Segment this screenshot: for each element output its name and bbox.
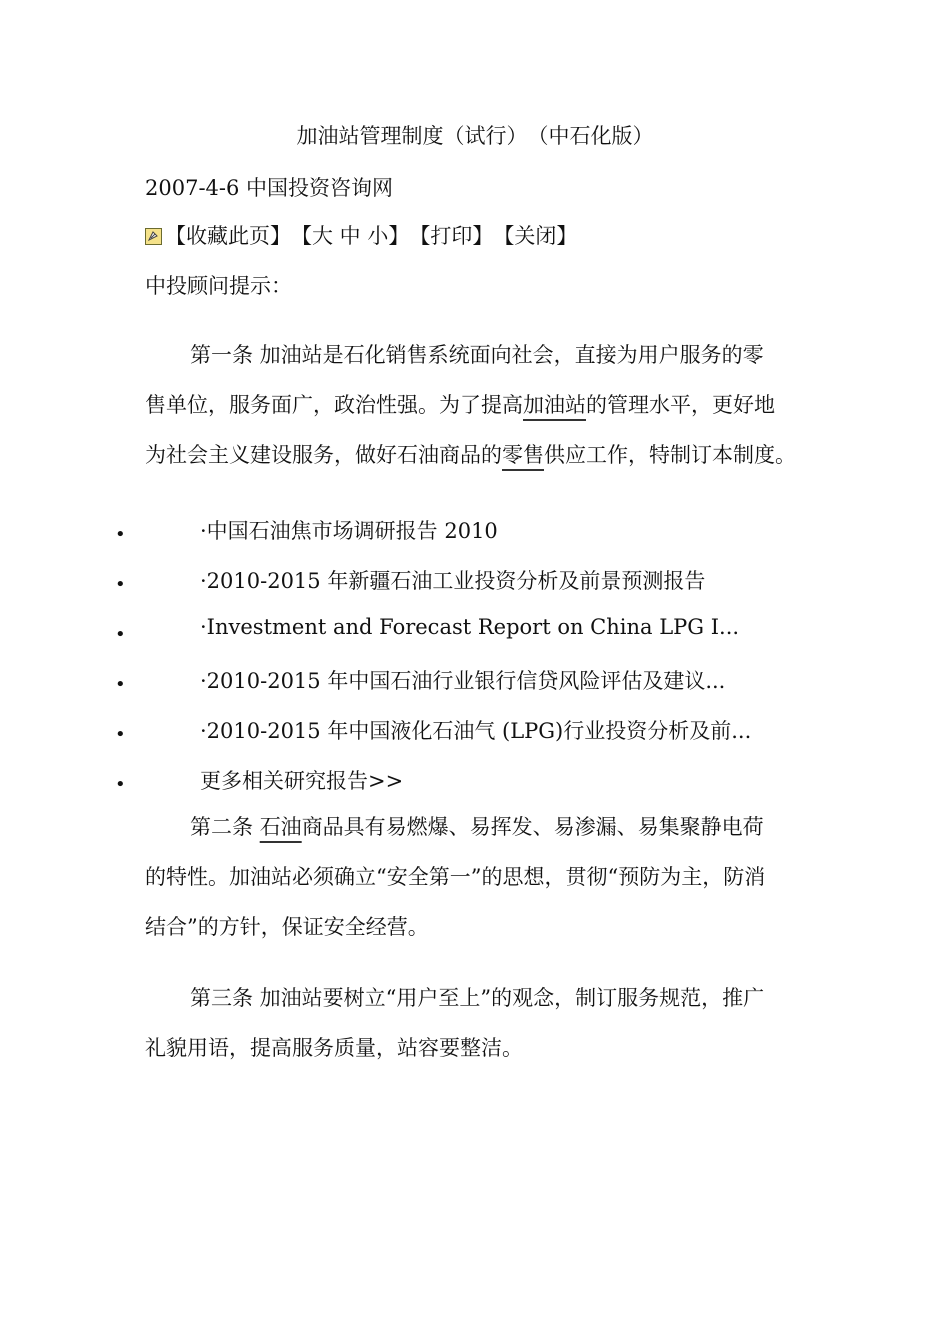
gas-station-link[interactable]: 加油站	[523, 393, 586, 417]
page-title: 加油站管理制度（试行） （中石化版）	[296, 124, 654, 148]
report-link-1[interactable]: ·中国石油焦市场调研报告 2010	[200, 519, 498, 543]
article-1-line-3-rest: 供应工作，特制订本制度。	[544, 443, 796, 467]
article-3-line-2: 礼貌用语，提高服务质量，站容要整洁。	[145, 1036, 523, 1060]
list-bullet: •	[115, 524, 126, 545]
report-link-5[interactable]: ·2010-2015 年中国液化石油气 (LPG)行业投资分析及前...	[200, 719, 752, 743]
font-size-links[interactable]: 【大 中 小】	[291, 224, 410, 248]
article-2-line-2: 的特性。加油站必须确立“安全第一”的思想，贯彻“预防为主，防消	[145, 865, 766, 889]
list-bullet: •	[115, 674, 126, 695]
print-link[interactable]: 【打印】	[409, 224, 494, 248]
bookmark-icon[interactable]	[145, 228, 162, 245]
list-bullet: •	[115, 624, 126, 645]
article-2	[145, 802, 825, 952]
list-bullet: •	[115, 774, 126, 795]
petroleum-link[interactable]: 石油	[259, 815, 302, 839]
retail-link[interactable]: 零售	[502, 443, 544, 467]
article-1-line-2-rest: 的管理水平，更好地	[586, 393, 775, 417]
article-1-line-3-text: 为社会主义建设服务，做好石油商品的	[145, 443, 502, 467]
article-1	[145, 330, 825, 480]
article-1-line-1: 第一条 加油站是石化销售系统面向社会，直接为用户服务的零	[190, 343, 764, 367]
list-bullet: •	[115, 574, 126, 595]
favorite-link[interactable]: 【收藏此页】	[165, 224, 291, 248]
dateline: 2007-4-6 中国投资咨询网	[145, 176, 394, 200]
advisor-prompt: 中投顾问提示：	[145, 274, 292, 298]
report-link-2[interactable]: ·2010-2015 年新疆石油工业投资分析及前景预测报告	[200, 569, 706, 593]
article-2-line-3: 结合”的方针，保证安全经营。	[145, 915, 429, 939]
report-link-3[interactable]: ·Investment and Forecast Report on China LPG I...	[200, 615, 740, 639]
report-link-4[interactable]: ·2010-2015 年中国石油行业银行信贷风险评估及建议...	[200, 669, 726, 693]
article-1-line-3	[145, 430, 825, 480]
article-3	[145, 973, 825, 1073]
article-2-line-1-rest: 商品具有易燃爆、易挥发、易渗漏、易集聚静电荷	[301, 815, 764, 839]
article-1-line-2	[145, 380, 825, 430]
article-3-line-1: 第三条 加油站要树立“用户至上”的观念，制订服务规范，推广	[190, 986, 765, 1010]
article-2-line-1-text: 第二条	[190, 815, 260, 839]
list-bullet: •	[115, 724, 126, 745]
article-2-line-1	[145, 802, 825, 852]
article-1-line-2-text: 售单位，服务面广，政治性强。为了提高	[145, 393, 523, 417]
toolbar	[145, 220, 577, 250]
close-link[interactable]: 【关闭】	[493, 224, 578, 248]
more-reports-link[interactable]: 更多相关研究报告>>	[200, 769, 404, 793]
